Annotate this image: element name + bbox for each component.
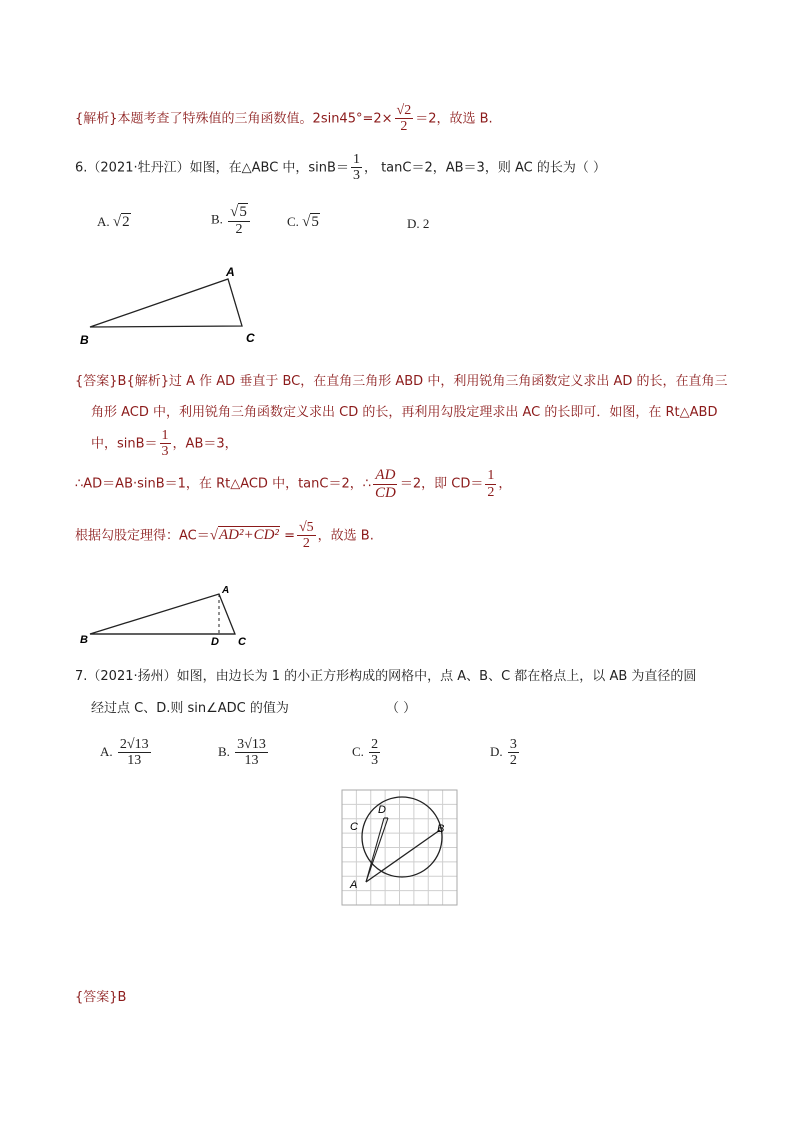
answer-6-line3: 中，sinB＝ $\frac{1}{3}$ ，AB＝3， [91,428,238,460]
label-d: D [378,804,386,816]
q6-option-a[interactable]: A. √2 [97,214,130,230]
question-7-stem-line2: 经过点 C、D.则 sin∠ADC 的值为 [91,701,289,716]
answer-6-line1: {答案}B{解析}过 A 作 AD 垂直于 BC，在直角三角形 ABD 中，利用锐角三角函数定义求出 AD 的长，在直角三 [75,374,728,389]
segment-ac [366,818,384,882]
label-b: B [80,634,88,645]
q7-grid-circle-figure [340,788,460,908]
analysis-q5: {解析}本题考查了特殊值的三角函数值。2sin45°=2× $\frac{√2}{2}$ ＝2，故选 B. [75,103,493,135]
answer-6-line5: 根据勾股定理得：AC＝√AD²+CD² = $\frac{√5}{2}$ ，故选 B. [75,520,374,552]
q7-option-d[interactable]: D. $\frac{3}{2}$ [490,737,517,769]
label-a: A [222,585,230,596]
q7-option-b[interactable]: B. $\frac{3√13}{13}$ [218,737,266,769]
diameter-ab [366,830,440,882]
grid-lines [342,790,457,905]
q6-option-d[interactable]: D. 2 [407,216,430,231]
question-6-stem: 6.（2021·牡丹江）如图，在△ABC 中，sinB＝ $\frac{1}{3}$ ， tanC＝2，AB＝3，则 AC 的长为（ ） [75,152,606,184]
label-b: B [437,823,445,835]
answer6-triangle-figure [70,583,270,645]
triangle-abc [90,279,242,327]
q6-option-b[interactable]: B. $\frac{√5}{2}$ [211,204,252,237]
question-7-stem-line1: 7.（2021·扬州）如图，由边长为 1 的小正方形构成的网格中，点 A、B、C 都在格点上，以 AB 为直径的圆 [75,669,697,684]
q6-option-c[interactable]: C. √5 [287,214,319,230]
triangle-abc [90,594,235,634]
label-d: D [211,636,219,645]
label-b: B [80,333,89,347]
question-7-answer-paren: （ ） [386,701,417,716]
q7-option-c[interactable]: C. $\frac{2}{3}$ [352,737,379,769]
label-c: C [350,821,358,833]
fraction: $\frac{1}{3}$ [352,152,360,184]
label-c: C [246,331,255,345]
label-a: A [350,879,358,891]
answer-6-line4: ∴AD＝AB·sinB＝1，在 Rt△ACD 中，tanC＝2，∴ $\frac{AD}{CD}$ ＝2，即 CD＝ $\frac{1}{2}$ ， [75,467,512,501]
fraction: $\frac{√2}{2}$ [396,103,412,135]
q7-option-a[interactable]: A. $\frac{2√13}{13}$ [100,737,149,769]
label-c: C [238,636,246,645]
q6-triangle-figure [70,262,270,352]
answer-6-line2: 角形 ACD 中，利用锐角三角函数定义求出 CD 的长，再利用勾股定理求出 AC 的长即可．如图，在 Rt△ABD [91,405,718,420]
answer-7: {答案}B [75,990,127,1005]
label-a: A [226,265,235,279]
